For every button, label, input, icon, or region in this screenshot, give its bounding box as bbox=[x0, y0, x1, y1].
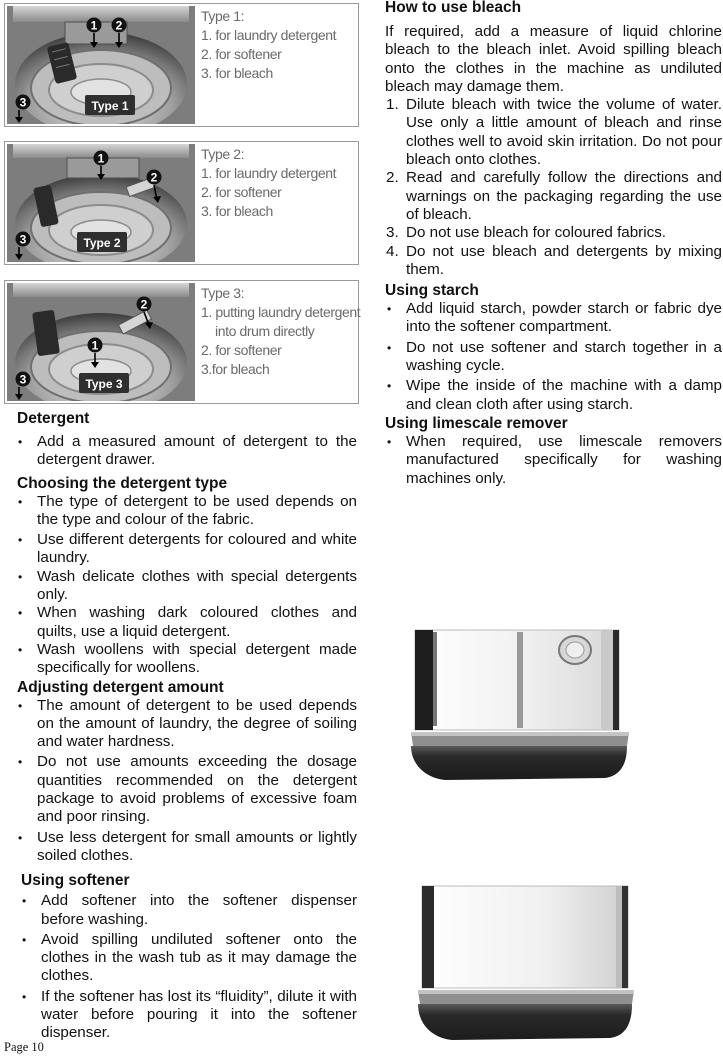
list-item: • The amount of detergent to be used depends on the amount of laundry, the degree of soiling and water hardness. bbox=[18, 696, 357, 751]
list-item: • Use different detergents for coloured and white laundry. bbox=[18, 531, 357, 567]
figure-legend bbox=[201, 7, 359, 83]
adjusting-list bbox=[16, 697, 357, 866]
figure-type-1 bbox=[4, 3, 359, 127]
section-heading-adjusting: Adjusting detergent amount bbox=[17, 678, 224, 696]
legend-item: 3.for bleach bbox=[201, 361, 270, 377]
list-item: • Do not use softener and starch together in a washing cycle. bbox=[387, 338, 722, 375]
list-item: • The type of detergent to be used depends on the type and colour of the fabric. bbox=[18, 492, 357, 528]
bleach-steps bbox=[385, 96, 722, 279]
figure-badge: Type 3 bbox=[85, 377, 123, 391]
list-item: • When washing dark coloured clothes and quilts, use a liquid detergent. bbox=[18, 604, 357, 640]
legend-item-continued: into drum directly bbox=[215, 323, 315, 339]
list-item: • Add liquid starch, powder starch or fabric dye into the softener compartment. bbox=[387, 300, 722, 336]
limescale-list bbox=[385, 433, 722, 488]
svg-text:3: 3 bbox=[19, 372, 27, 387]
figure-badge: Type 2 bbox=[83, 236, 121, 250]
legend-item: 2. for softener bbox=[201, 342, 282, 358]
right-column bbox=[385, 0, 722, 488]
list-item: 1. Dilute bleach with twice the volume of water. Use only a little amount of bleach and rinse clothes well to avoid skin irritation. Do not pour bleach onto clothes. bbox=[386, 96, 722, 169]
list-item: • Add a measured amount of detergent to the detergent drawer. bbox=[18, 433, 357, 469]
figure-type-2 bbox=[4, 141, 359, 265]
list-item: 4. Do not use bleach and detergents by mixing them. bbox=[386, 242, 722, 278]
legend-item: 3. for bleach bbox=[201, 65, 273, 81]
figure-badge: Type 1 bbox=[91, 99, 129, 113]
detergent-drawer-photo-1 bbox=[405, 628, 635, 784]
figure-type-3 bbox=[4, 280, 359, 404]
list-item: • Use less detergent for small amounts or lightly soiled clothes. bbox=[18, 828, 357, 864]
svg-text:3: 3 bbox=[19, 95, 27, 110]
legend-item: 1. putting laundry detergent bbox=[201, 304, 361, 320]
legend-item: 1. for laundry detergent bbox=[201, 27, 337, 43]
list-item: • Wash woollens with special detergent made specifically for woollens. bbox=[18, 640, 357, 677]
section-heading-softener: Using softener bbox=[21, 872, 130, 890]
svg-text:3: 3 bbox=[19, 232, 27, 247]
svg-text:1: 1 bbox=[91, 338, 99, 353]
svg-text:1: 1 bbox=[97, 151, 105, 166]
list-item: • Do not use amounts exceeding the dosage quantities recommended on the detergent package to avoid problems of excessive foam and poor rinsing. bbox=[18, 753, 357, 826]
detergent-list bbox=[16, 433, 357, 470]
washer-top-photo-type-1 bbox=[7, 6, 195, 124]
legend-title: Type 3: bbox=[201, 285, 245, 301]
bleach-intro: If required, add a measure of liquid chlorine bleach to the bleach inlet. Avoid spilling bleach onto the clothes in the machine as undiluted bleach may damage them. bbox=[385, 23, 722, 95]
svg-text:1: 1 bbox=[90, 18, 98, 33]
svg-text:2: 2 bbox=[150, 170, 158, 185]
choosing-list bbox=[16, 493, 357, 678]
figure-legend bbox=[201, 145, 359, 221]
svg-text:2: 2 bbox=[140, 297, 148, 312]
list-item: • Add softener into the softener dispenser before washing. bbox=[22, 892, 357, 928]
list-item: • If the softener has lost its “fluidity”, dilute it with water before pouring it into the softener dispenser. bbox=[22, 987, 357, 1042]
section-heading-starch: Using starch bbox=[385, 282, 479, 300]
list-item: • Wash delicate clothes with special detergents only. bbox=[18, 567, 357, 604]
legend-item: 2. for softener bbox=[201, 46, 282, 62]
section-heading-detergent: Detergent bbox=[17, 410, 90, 427]
starch-list bbox=[385, 300, 722, 414]
page-number: Page 10 bbox=[4, 1040, 44, 1054]
list-item: 2. Read and carefully follow the directions and warnings on the packaging regarding the use of bleach. bbox=[386, 169, 722, 223]
section-heading-bleach: How to use bleach bbox=[385, 0, 522, 16]
detergent-drawer-photo-2 bbox=[410, 884, 640, 1044]
washer-top-photo-type-3 bbox=[7, 283, 195, 401]
section-heading-limescale: Using limescale remover bbox=[385, 414, 568, 432]
legend-item: 3. for bleach bbox=[201, 203, 273, 219]
washer-top-photo-type-2 bbox=[7, 144, 195, 262]
list-item: • When required, use limescale removers manufactured specifically for washing machines only. bbox=[387, 432, 722, 487]
list-item: • Avoid spilling undiluted softener onto the clothes in the wash tub as it may damage the clothes. bbox=[22, 930, 357, 985]
figure-legend bbox=[201, 284, 359, 379]
list-item: • Wipe the inside of the machine with a damp and clean cloth after using starch. bbox=[387, 377, 722, 413]
svg-text:2: 2 bbox=[115, 18, 123, 33]
left-column bbox=[16, 409, 357, 1043]
legend-title: Type 2: bbox=[201, 146, 245, 162]
legend-item: 2. for softener bbox=[201, 184, 282, 200]
softener-list bbox=[20, 892, 357, 1042]
legend-item: 1. for laundry detergent bbox=[201, 165, 337, 181]
list-item: 3. Do not use bleach for coloured fabrics. bbox=[386, 224, 667, 242]
section-heading-choosing: Choosing the detergent type bbox=[17, 474, 228, 492]
legend-title: Type 1: bbox=[201, 8, 245, 24]
